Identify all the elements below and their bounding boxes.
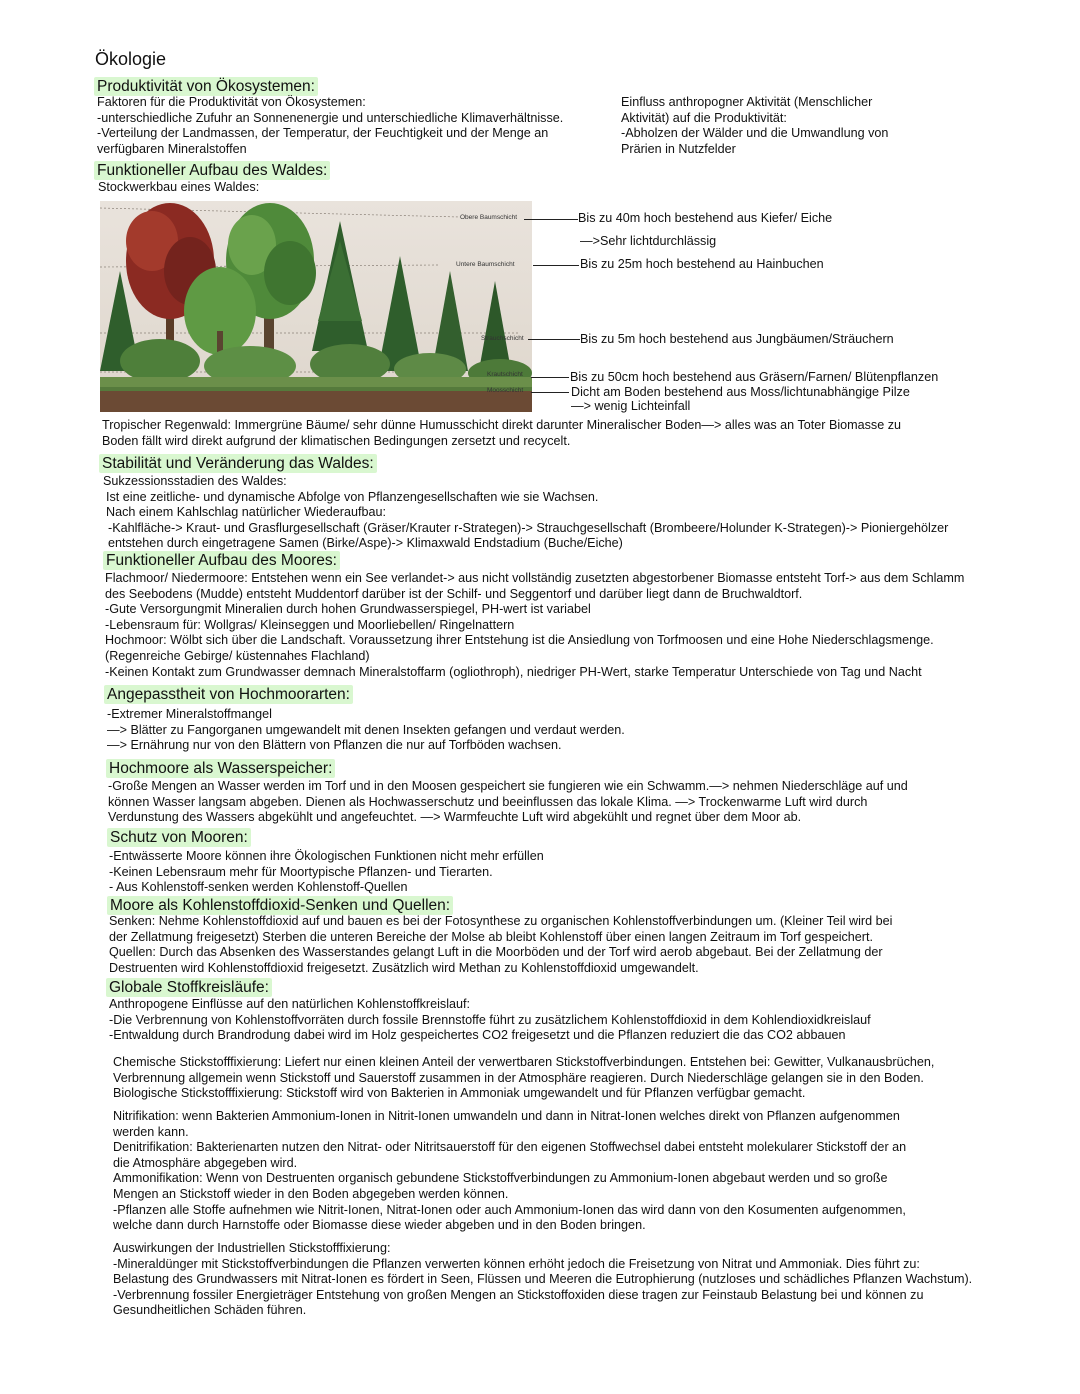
text-line: Nitrifikation: wenn Bakterien Ammonium-Ionen in Nitrit-Ionen umwandeln und dann in Nitrat-Ionen welches direkt von Pflanzen aufgenommen <box>113 1109 900 1123</box>
text-line: —> Blätter zu Fangorganen umgewandelt mit denen Insekten gefangen und verdaut werden. <box>107 722 625 737</box>
text-line: Anthropogene Einflüsse auf den natürlichen Kohlenstoffkreislauf: <box>109 997 471 1011</box>
text-line: die Atmosphäre abgegeben wird. <box>113 1155 298 1170</box>
text-line: -Lebensraum für: Wollgras/ Kleinseggen und Moorliebellen/ Ringelnattern <box>105 617 515 632</box>
text-line: Senken: Nehme Kohlenstoffdioxid auf und bauen es bei der Fotosynthese zu organischen Kohlenstoffverbindungen um. (Kleiner Teil wird bei <box>109 914 893 928</box>
annotation-moos: Dicht am Boden bestehend aus Moss/lichtunabhängige Pilze <box>571 385 910 399</box>
text-line: -Große Mengen an Wasser werden im Torf und in den Moosen gespeichert sie fungieren wie ein Schwamm.—> nehmen Niederschläge auf und <box>108 779 908 793</box>
heading-senken: Moore als Kohlenstoffdioxid-Senken und Quellen: <box>107 896 453 915</box>
heading-stabilitaet: Stabilität und Veränderung das Waldes: <box>99 454 377 473</box>
moor-text <box>105 571 964 680</box>
text-line: entstehen durch eingetragene Samen (Birke/Aspe)-> Klimaxwald Endstadium (Buche/Eiche) <box>108 536 623 551</box>
heading-schutz: Schutz von Mooren: <box>107 828 251 847</box>
text-line: Quellen: Durch das Absenken des Wasserstandes gelangt Luft in die Moorböden und der Torf wird aerob abgebaut. Bei der Zellatmung der <box>109 945 883 960</box>
text-line: Ammonifikation: Wenn von Destruenten organisch gebundene Stickstoffverbindungen zu Ammonium-Ionen abgebaut werden und so große <box>113 1171 888 1186</box>
angepasstheit-text <box>107 707 625 754</box>
annotation-obere: Bis zu 40m hoch bestehend aus Kiefer/ Eiche <box>578 211 833 225</box>
text-line: Chemische Stickstofffixierung: Liefert nur einen kleinen Anteil der verwertbaren Stickstoffverbindungen. Entstehen bei: Gewitter, Vulkanausbrüchen, <box>113 1055 935 1069</box>
heading-produktivitaet: Produktivität von Ökosystemen: <box>94 77 318 96</box>
annotation-lichteinfall: —> wenig Lichteinfall <box>571 399 691 413</box>
produktivitaet-right <box>621 95 888 157</box>
text-line: -Keinen Kontakt zum Grundwasser demnach Mineralstoffarm (ogliothroph), niedriger PH-Wert, starke Temperatur Unterschiede von Tag und Nacht <box>105 664 922 679</box>
text-line: Nach einem Kahlschlag natürlicher Wiederaufbau: <box>106 505 387 520</box>
arrow-line <box>533 265 579 266</box>
text-line: -Pflanzen alle Stoffe aufnehmen wie Nitrit-Ionen, Nitrat-Ionen oder auch Ammonium-Ionen das wird dann von den Kosumenten aufgenommen, <box>113 1202 906 1217</box>
wasserspeicher-text <box>108 779 908 826</box>
forest-svg <box>100 201 532 412</box>
text-line: des Seebodens (Mudde) entsteht Muddentorf darüber ist der Schilf- und Seggentorf und darüber liegt dann de Bruchwaldtorf. <box>105 586 803 601</box>
heading-moor-aufbau: Funktioneller Aufbau des Moores: <box>103 551 340 570</box>
text-line: - Aus Kohlenstoff-senken werden Kohlenstoff-Quellen <box>109 880 408 895</box>
text-line: Sukzessionsstadien des Waldes: <box>103 474 287 488</box>
text-line: —> Ernährung nur von den Blättern von Pflanzen die nur auf Torfböden wachsen. <box>107 738 562 753</box>
text-line: Tropischer Regenwald: Immergrüne Bäume/ sehr dünne Humusschicht direkt darunter Mineralischer Boden—> alles was an Toter Biomasse zu <box>102 418 902 432</box>
text-line: -Kahlfläche-> Kraut- und Grasflurgesellschaft (Gräser/Krauter r-Strategen)-> Strauchgesellschaft (Brombeere/Holunder K-Strategen)-> Pioniergehölzer <box>108 520 949 535</box>
text-line: Mengen an Stickstoff wieder in den Boden abgegeben werden können. <box>113 1186 509 1201</box>
text-line: Denitrifikation: Bakterienarten nutzen den Nitrat- oder Nitritsauerstoff für den eigenen Stoffwechsel dabei entsteht molekularer Stickstoff der an <box>113 1140 907 1155</box>
regenwald-text <box>102 418 901 449</box>
text-line: Hochmoor: Wölbt sich über die Landschaft. Voraussetzung ihrer Entstehung ist die Ansiedlung von Torfmoosen und eine Hohe Niederschlagsmenge. <box>105 633 934 648</box>
text-line: Prärien in Nutzfelder <box>621 141 736 156</box>
text-line: -Abholzen der Wälder und die Umwandlung von <box>621 126 889 141</box>
heading-wasserspeicher: Hochmoore als Wasserspeicher: <box>106 759 335 778</box>
heading-angepasstheit: Angepasstheit von Hochmoorarten: <box>104 685 353 704</box>
stabilitaet-text <box>103 474 948 552</box>
schutz-text <box>109 849 544 896</box>
text-line: Verbrennung allgemein wenn Stickstoff und Sauerstoff zusammen in der Atmosphäre reagieren. Durch Niederschläge gelangen sie in den Boden. <box>113 1070 924 1085</box>
text-line: werden kann. <box>113 1124 189 1139</box>
text-line: Destruenten wird Kohlenstoffdioxid freigesetzt. Zusätzlich wird Methan zu Kohlenstoffdioxid umgewandelt. <box>109 960 699 975</box>
forest-layers-illustration <box>100 201 532 412</box>
text-line: -Gute Versorgungmit Mineralien durch hohen Grundwasserspiegel, PH-wert ist variabel <box>105 602 591 617</box>
text-line: -Mineraldünger mit Stickstoffverbindungen die Pflanzen verwerten können erhöht jedoch die Freisetzung von Nitrat und Ammoniak. Dies führt zu: <box>113 1256 920 1271</box>
text-line: Belastung des Grundwassers mit Nitrat-Ionen es fördert in Seen, Flüssen und Meeren die Eutrophierung (nutzloses und schädliches Pflanzen Wachstum). <box>113 1272 973 1287</box>
text-line: -Entwaldung durch Brandrodung dabei wird im Holz gespeichertes CO2 freigesetzt und die Pflanzen reduziert die das CO2 abbauen <box>109 1028 846 1043</box>
annotation-kraut: Bis zu 50cm hoch bestehend aus Gräsern/Farnen/ Blütenpflanzen <box>570 370 939 384</box>
label-moosschicht: Moosschicht <box>487 387 524 394</box>
arrow-line <box>531 377 569 378</box>
wald-subheading: Stockwerkbau eines Waldes: <box>98 180 260 194</box>
text-line: -Keinen Lebensraum mehr für Moortypische Pflanzen- und Tierarten. <box>109 864 493 879</box>
text-line: können Wasser langsam abgeben. Dienen als Hochwasserschutz und beeinflussen das lokale Klima. —> Trockenwarme Luft wird durch <box>108 794 868 809</box>
text-line: Ist eine zeitliche- und dynamische Abfolge von Pflanzengesellschaften wie sie Wachsen. <box>106 489 599 504</box>
label-krautschicht: Krautschicht <box>487 371 523 378</box>
text-line: -Verbrennung fossiler Energieträger Entstehung von großen Mengen an Stickstoffoxiden diese tragen zur Feinstaub Belastung bei und können zu <box>113 1287 924 1302</box>
annotation-strauch: Bis zu 5m hoch bestehend aus Jungbäumen/Sträuchern <box>580 332 894 346</box>
annotation-untere: Bis zu 25m hoch bestehend au Hainbuchen <box>580 257 824 271</box>
text-line: Gesundheitlichen Schäden führen. <box>113 1303 307 1318</box>
industrie-text <box>113 1241 972 1319</box>
text-line: Verdunstung des Wassers abgekühlt und angefeuchtet. —> Warmfeuchte Luft wird abgekühlt und regnet über dem Moor ab. <box>108 810 802 825</box>
produktivitaet-left <box>97 95 563 157</box>
arrow-line <box>528 339 580 340</box>
text-line: Biologische Stickstofffixierung: Stickstoff wird von Bakterien in Ammoniak umgewandelt und für Pflanzen verfügbar gemacht. <box>113 1086 806 1101</box>
label-strauchschicht: Strauchschicht <box>481 335 524 342</box>
stickstoff-fixierung-text <box>113 1055 934 1102</box>
label-obere-baumschicht: Obere Baumschicht <box>460 214 518 221</box>
text-line: welche dann durch Harnstoffe oder Biomasse diese wieder abgeben und in den Boden bringen. <box>113 1218 646 1233</box>
heading-wald-aufbau: Funktioneller Aufbau des Waldes: <box>94 161 330 180</box>
text-line: Faktoren für die Produktivität von Ökosystemen: <box>97 95 366 109</box>
text-line: Auswirkungen der Industriellen Stickstofffixierung: <box>113 1241 391 1255</box>
text-line: Einfluss anthropogner Aktivität (Menschlicher <box>621 95 873 109</box>
annotation-licht: —>Sehr lichtdurchlässig <box>580 234 717 248</box>
kreislaeufe-text <box>109 997 871 1044</box>
arrow-line <box>531 392 569 393</box>
senken-text <box>109 914 892 976</box>
heading-kreislaeufe: Globale Stoffkreisläufe: <box>106 978 272 997</box>
text-line: (Regenreiche Gebirge/ küstennahes Flachland) <box>105 648 370 663</box>
text-line: Boden fällt wird direkt aufgrund der klimatischen Bedingungen zersetzt und recycelt. <box>102 433 571 448</box>
text-line: Aktivität) auf die Produktivität: <box>621 110 787 125</box>
text-line: -unterschiedliche Zufuhr an Sonnenenergie und unterschiedliche Klimaverhältnisse. <box>97 110 564 125</box>
arrow-line <box>524 219 578 220</box>
text-line: -Entwässerte Moore können ihre Ökologischen Funktionen nicht mehr erfüllen <box>109 849 544 863</box>
page-title: Ökologie <box>95 49 167 69</box>
label-untere-baumschicht: Untere Baumschicht <box>456 261 515 268</box>
text-line: Flachmoor/ Niedermoore: Entstehen wenn ein See verlandet-> aus nicht vollständig zusetzten abgestorbener Biomasse entsteht Torf-> aus dem Schlamm <box>105 571 965 585</box>
text-line: -Verteilung der Landmassen, der Temperatur, der Feuchtigkeit und der Menge an <box>97 126 549 141</box>
nitrifikation-text <box>113 1109 906 1234</box>
text-line: verfügbaren Mineralstoffen <box>97 141 247 156</box>
text-line: der Zellatmung freigesetzt) Sterben die unteren Bereiche der Molse ab bleibt Kohlenstoff über einen langen Zeitraum im Torf gespeichert. <box>109 929 873 944</box>
text-line: -Extremer Mineralstoffmangel <box>107 707 272 721</box>
text-line: -Die Verbrennung von Kohlenstoffvorräten durch fossile Brennstoffe führt zu zusätzlichem Kohlenstoffdioxid in dem Kohlendioxidkreislauf <box>109 1012 871 1027</box>
